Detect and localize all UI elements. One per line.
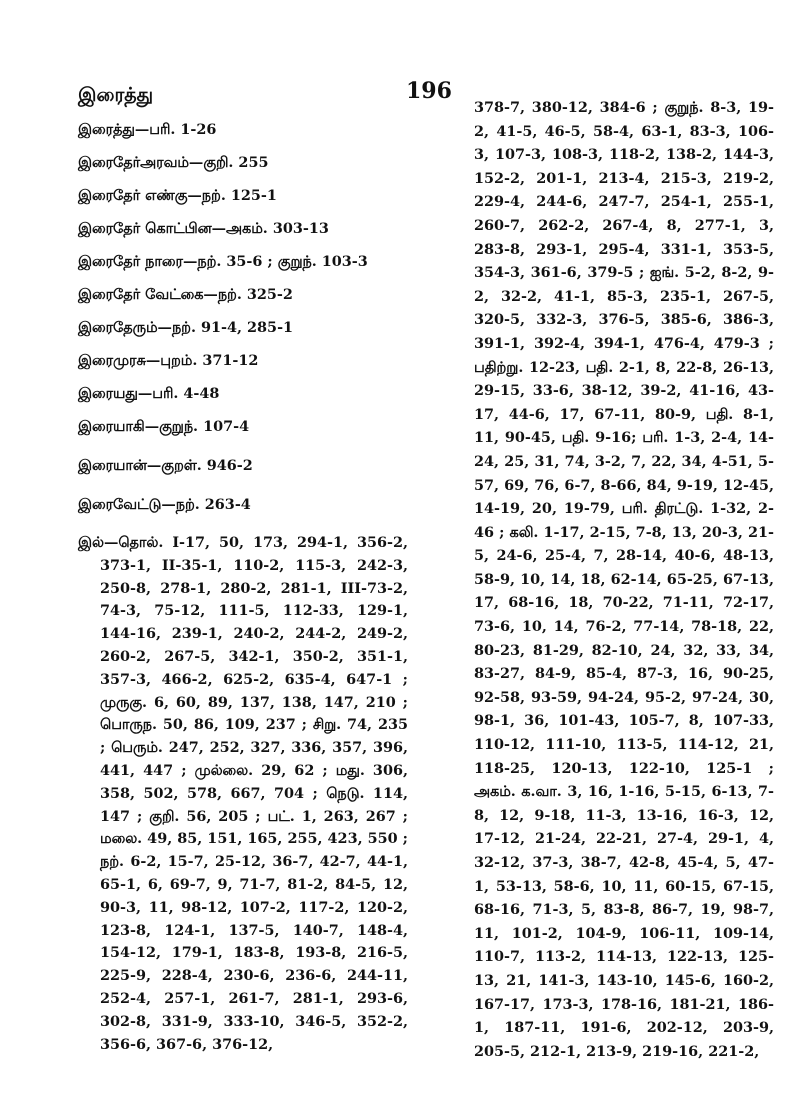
index-entry: இரைதேர் கொட்பின—அகம். 303-13: [78, 220, 329, 237]
right-column-continuation: 378-7, 380-12, 384-6 ; குறுந். 8-3, 19-2, 41-5, 46-5, 58-4, 63-1, 83-3, 106-3, 107-3, 108-3, 118-2, 138-2, 144-3, 152-2, 201-1, 213-4, 215-3, 219-2, 229-4, 244-6, 247-7, 254-1, 255-1, 260-7, 262-2, 267-4, 8, 277-1, 3, 283-8, 293-1, 295-4, 331-1, 353-5, 354-3, 361-6, 379-5 ; ஐங். 5-2, 8-2, 9-2, 32-2, 41-1, 85-3, 235-1, 267-5, 320-5, 332-3, 376-5, 385-6, 386-3, 391-1, 392-4, 394-1, 476-4, 479-3 ; பதிற்று. 12-23, பதி. 2-1, 8, 22-8, 26-13, 29-15, 33-6, 38-12, 39-2, 41-16, 43-17, 44-6, 17, 67-11, 80-9, பதி. 8-1, 11, 90-45, பதி. 9-16; பரி. 1-3, 2-4, 14-24, 25, 31, 74, 3-2, 7, 22, 34, 4-51, 5-57, 69, 76, 6-7, 8-66, 84, 9-19, 12-45, 14-19, 20, 19-79, பரி. திரட்டு. 1-32, 2-46 ; கலி. 1-17, 2-15, 7-8, 13, 20-3, 21-5, 24-6, 25-4, 7, 28-14, 40-6, 48-13, 58-9, 10, 14, 18, 62-14, 65-25, 67-13, 17, 68-16, 18, 70-22, 71-11, 72-17, 73-6, 10, 14, 76-2, 77-14, 78-18, 22, 80-23, 81-29, 82-10, 24, 32, 33, 34, 83-27, 84-9, 85-4, 87-3, 16, 90-25, 92-58, 93-59, 94-24, 95-2, 97-24, 30, 98-1, 36, 101-43, 105-7, 8, 107-33, 110-12, 111-10, 113-5, 114-12, 21, 118-25, 120-13, 122-10, 125-1 ; அகம். க.வா. 3, 16, 1-16, 5-15, 6-13, 7-8, 12, 9-18, 11-3, 13-16, 16-3, 12, 17-12, 21-24, 22-21, 27-4, 29-1, 4, 32-12, 37-3, 38-7, 42-8, 45-4, 5, 47-1, 53-13, 58-6, 10, 11, 60-15, 67-15, 68-16, 71-3, 5, 83-8, 86-7, 19, 98-7, 11, 101-2, 104-9, 106-11, 109-14, 110-7, 113-2, 114-13, 122-13, 125-13, 21, 141-3, 143-10, 145-6, 160-2, 167-17, 173-3, 178-16, 181-21, 186-1, 187-11, 191-6, 202-12, 203-9, 205-5, 212-1, 213-9, 219-16, 221-2,: [474, 99, 774, 1060]
index-entry-il: இல்—தொல். I-17, 50, 173, 294-1, 356-2, 373-1, II-35-1, 110-2, 115-3, 242-3, 250-8, 278-1, 280-2, 281-1, III-73-2, 74-3, 75-12, 111-5, 112-33, 129-1, 144-16, 239-1, 240-2, 244-2, 249-2, 260-2, 267-5, 342-1, 350-2, 351-1, 357-3, 466-2, 625-2, 635-4, 647-1 ; முருகு. 6, 60, 89, 137, 138, 147, 210 ; பொருந. 50, 86, 109, 237 ; சிறு. 74, 235 ; பெரும். 247, 252, 327, 336, 357, 396, 441, 447 ; முல்லை. 29, 62 ; மது. 306, 358, 502, 578, 667, 704 ; நெடு. 114, 147 ; குறி. 56, 205 ; பட். 1, 263, 267 ; மலை. 49, 85, 151, 165, 255, 423, 550 ; நற். 6-2, 15-7, 25-12, 36-7, 42-7, 44-1, 65-1, 6, 69-7, 9, 71-7, 81-2, 84-5, 12, 90-3, 11, 98-12, 107-2, 117-2, 120-2, 123-8, 124-1, 137-5, 140-7, 148-4, 154-12, 179-1, 183-8, 193-8, 216-5, 225-9, 228-4, 230-6, 236-6, 244-11, 252-4, 257-1, 261-7, 281-1, 293-6, 302-8, 331-9, 333-10, 346-5, 352-2, 356-6, 367-6, 376-12,: [78, 534, 408, 1053]
index-entry: இரையது—பரி. 4-48: [78, 385, 220, 402]
running-head: இரைத்து: [78, 84, 154, 106]
index-entry: இரைதேர் வேட்கை—நற். 325-2: [78, 286, 293, 303]
page-number: 196: [406, 78, 452, 104]
index-entry: இரைத்து—பரி. 1-26: [78, 121, 217, 138]
index-entry: இரையான்—குறள். 946-2: [78, 457, 253, 474]
index-entry: இரைதேரும்—நற். 91-4, 285-1: [78, 319, 294, 336]
index-entry: இரைதேர் எண்கு—நற். 125-1: [78, 187, 277, 204]
index-entry: இரைதேர் நாரை—நற். 35-6 ; குறுந். 103-3: [78, 253, 368, 270]
index-entry: இரைமுரசு—புறம். 371-12: [78, 352, 259, 369]
left-column: [78, 118, 408, 1056]
index-entry: இரைவேட்டு—நற். 263-4: [78, 496, 251, 513]
index-entry: இரைதேர்அரவம்—குறி. 255: [78, 154, 269, 171]
index-entry: இரையாகி—குறுந். 107-4: [78, 418, 250, 435]
